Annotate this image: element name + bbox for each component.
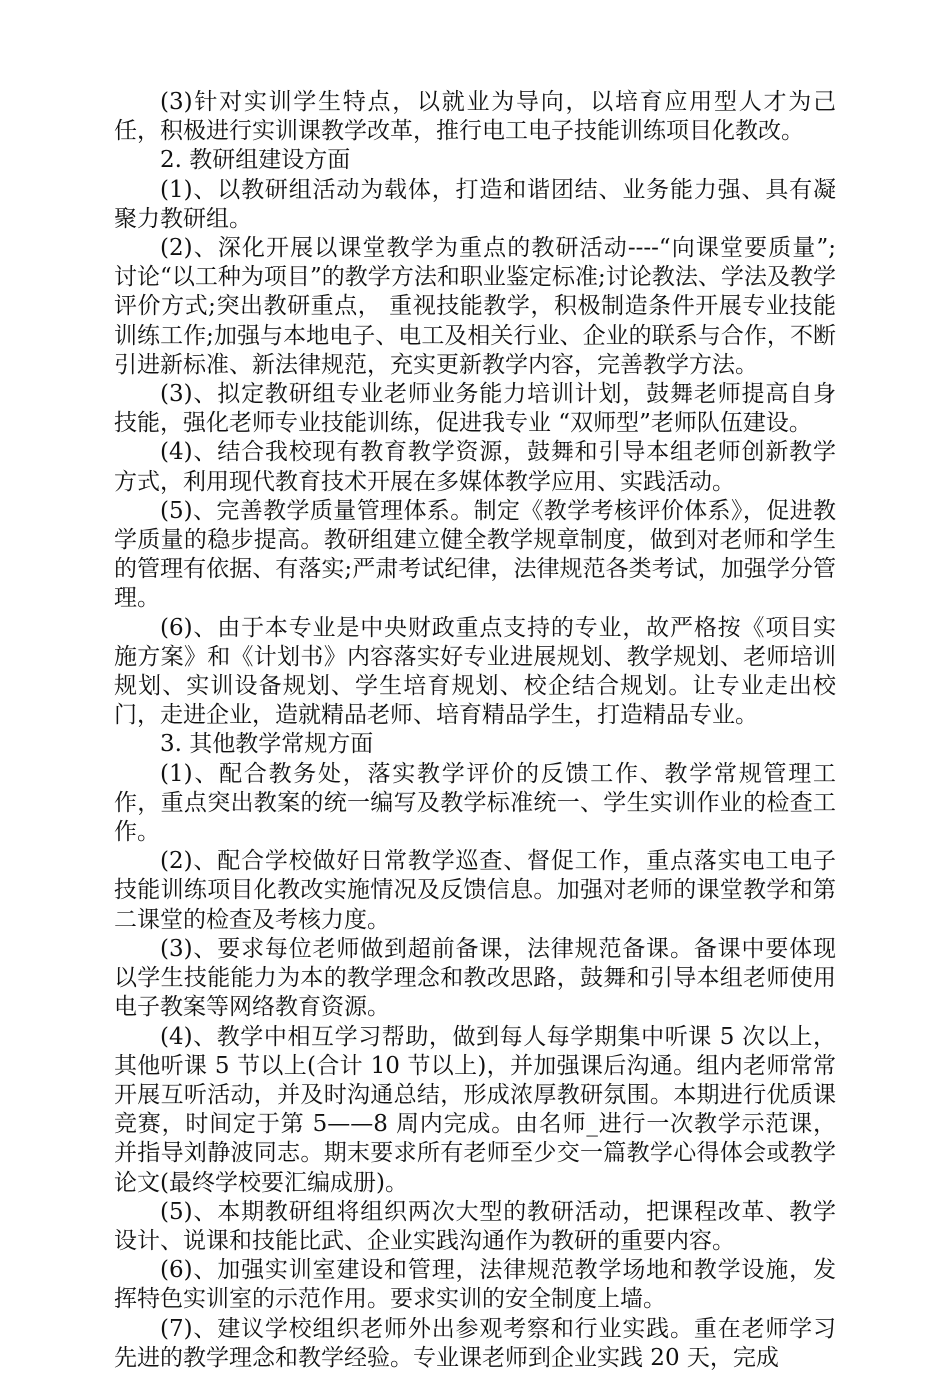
section-heading-other-routines: 3. 其他教学常规方面 [160, 731, 374, 758]
paragraph-3-practical-training: (3)针对实训学生特点，以就业为导向，以培育应用型人才为己任，积极进行实训课教学改革，推行电工电子技能训练项目化教改。 [114, 89, 836, 145]
paragraph-routine-1: (1)、配合教务处，落实教学评价的反馈工作、教学常规管理工作，重点突出教案的统一编写及教学标准统一、学生实训作业的检查工作。 [114, 760, 836, 846]
document-page [114, 88, 836, 1373]
paragraph-routine-4: (4)、教学中相互学习帮助，做到每人每学期集中听课 5 次以上，其他听课 5 节以上(合计 10 节以上)，并加强课后沟通。组内老师常常开展互听活动，并及时沟通总结，形成浓厚教研氛围。本期进行优质课竞赛，时间定于第 5——8 周内完成。由名师_进行一次教学示范课，并指导刘静波同志。期末要求所有老师至少交一篇教学心得体会或教学论文(最终学校要汇编成册)。 [114, 1023, 836, 1196]
paragraph-routine-2: (2)、配合学校做好日常教学巡查、督促工作，重点落实电工电子技能训练项目化教改实施情况及反馈信息。加强对老师的课堂教学和第二课堂的检查及考核力度。 [114, 848, 836, 933]
paragraph-group-3: (3)、拟定教研组专业老师业务能力培训计划，鼓舞老师提高自身技能，强化老师专业技能训练，促进我专业 “双师型”老师队伍建设。 [114, 381, 836, 437]
paragraph-routine-6: (6)、加强实训室建设和管理，法律规范教学场地和教学设施，发挥特色实训室的示范作用。要求实训的安全制度上墙。 [114, 1257, 836, 1313]
paragraph-group-5: (5)、完善教学质量管理体系。制定《教学考核评价体系》，促进教学质量的稳步提高。教研组建立健全教学规章制度，做到对老师和学生的管理有依据、有落实;严肃考试纪律，法律规范各类考试，加强学分管理。 [114, 497, 836, 612]
paragraph-routine-7: (7)、建议学校组织老师外出参观考察和行业实践。重在老师学习先进的教学理念和教学经验。专业课老师到企业实践 20 天，完成 [114, 1315, 836, 1371]
paragraph-routine-5: (5)、本期教研组将组织两次大型的教研活动，把课程改革、教学设计、说课和技能比武、企业实践沟通作为教研的重要内容。 [114, 1198, 836, 1254]
paragraph-group-6: (6)、由于本专业是中央财政重点支持的专业，故严格按《项目实施方案》和《计划书》内容落实好专业进展规划、教学规划、老师培训规划、实训设备规划、学生培育规划、校企结合规划。让专业走出校门，走进企业，造就精品老师、培育精品学生，打造精品专业。 [114, 614, 836, 729]
paragraph-group-2: (2)、深化开展以课堂教学为重点的教研活动----“向课堂要质量”; 讨论“以工种为项目”的教学方法和职业鉴定标准;讨论教法、学法及教学评价方式;突出教研重点， 重视技能教学，积极制造条件开展专业技能训练工作;加强与本地电子、电工及相关行业、企业的联系与合作，不断引进新标准、新法律规范，充实更新教学内容，完善教学方法。 [114, 235, 836, 378]
section-heading-teaching-research-group: 2. 教研组建设方面 [160, 147, 351, 174]
paragraph-group-1: (1)、以教研组活动为载体，打造和谐团结、业务能力强、具有凝聚力教研组。 [114, 176, 836, 232]
paragraph-routine-3: (3)、要求每位老师做到超前备课，法律规范备课。备课中要体现以学生技能能力为本的教学理念和教改思路，鼓舞和引导本组老师使用电子教案等网络教育资源。 [114, 935, 836, 1021]
paragraph-group-4: (4)、结合我校现有教育教学资源，鼓舞和引导本组老师创新教学方式，利用现代教育技术开展在多媒体教学应用、实践活动。 [114, 439, 836, 495]
